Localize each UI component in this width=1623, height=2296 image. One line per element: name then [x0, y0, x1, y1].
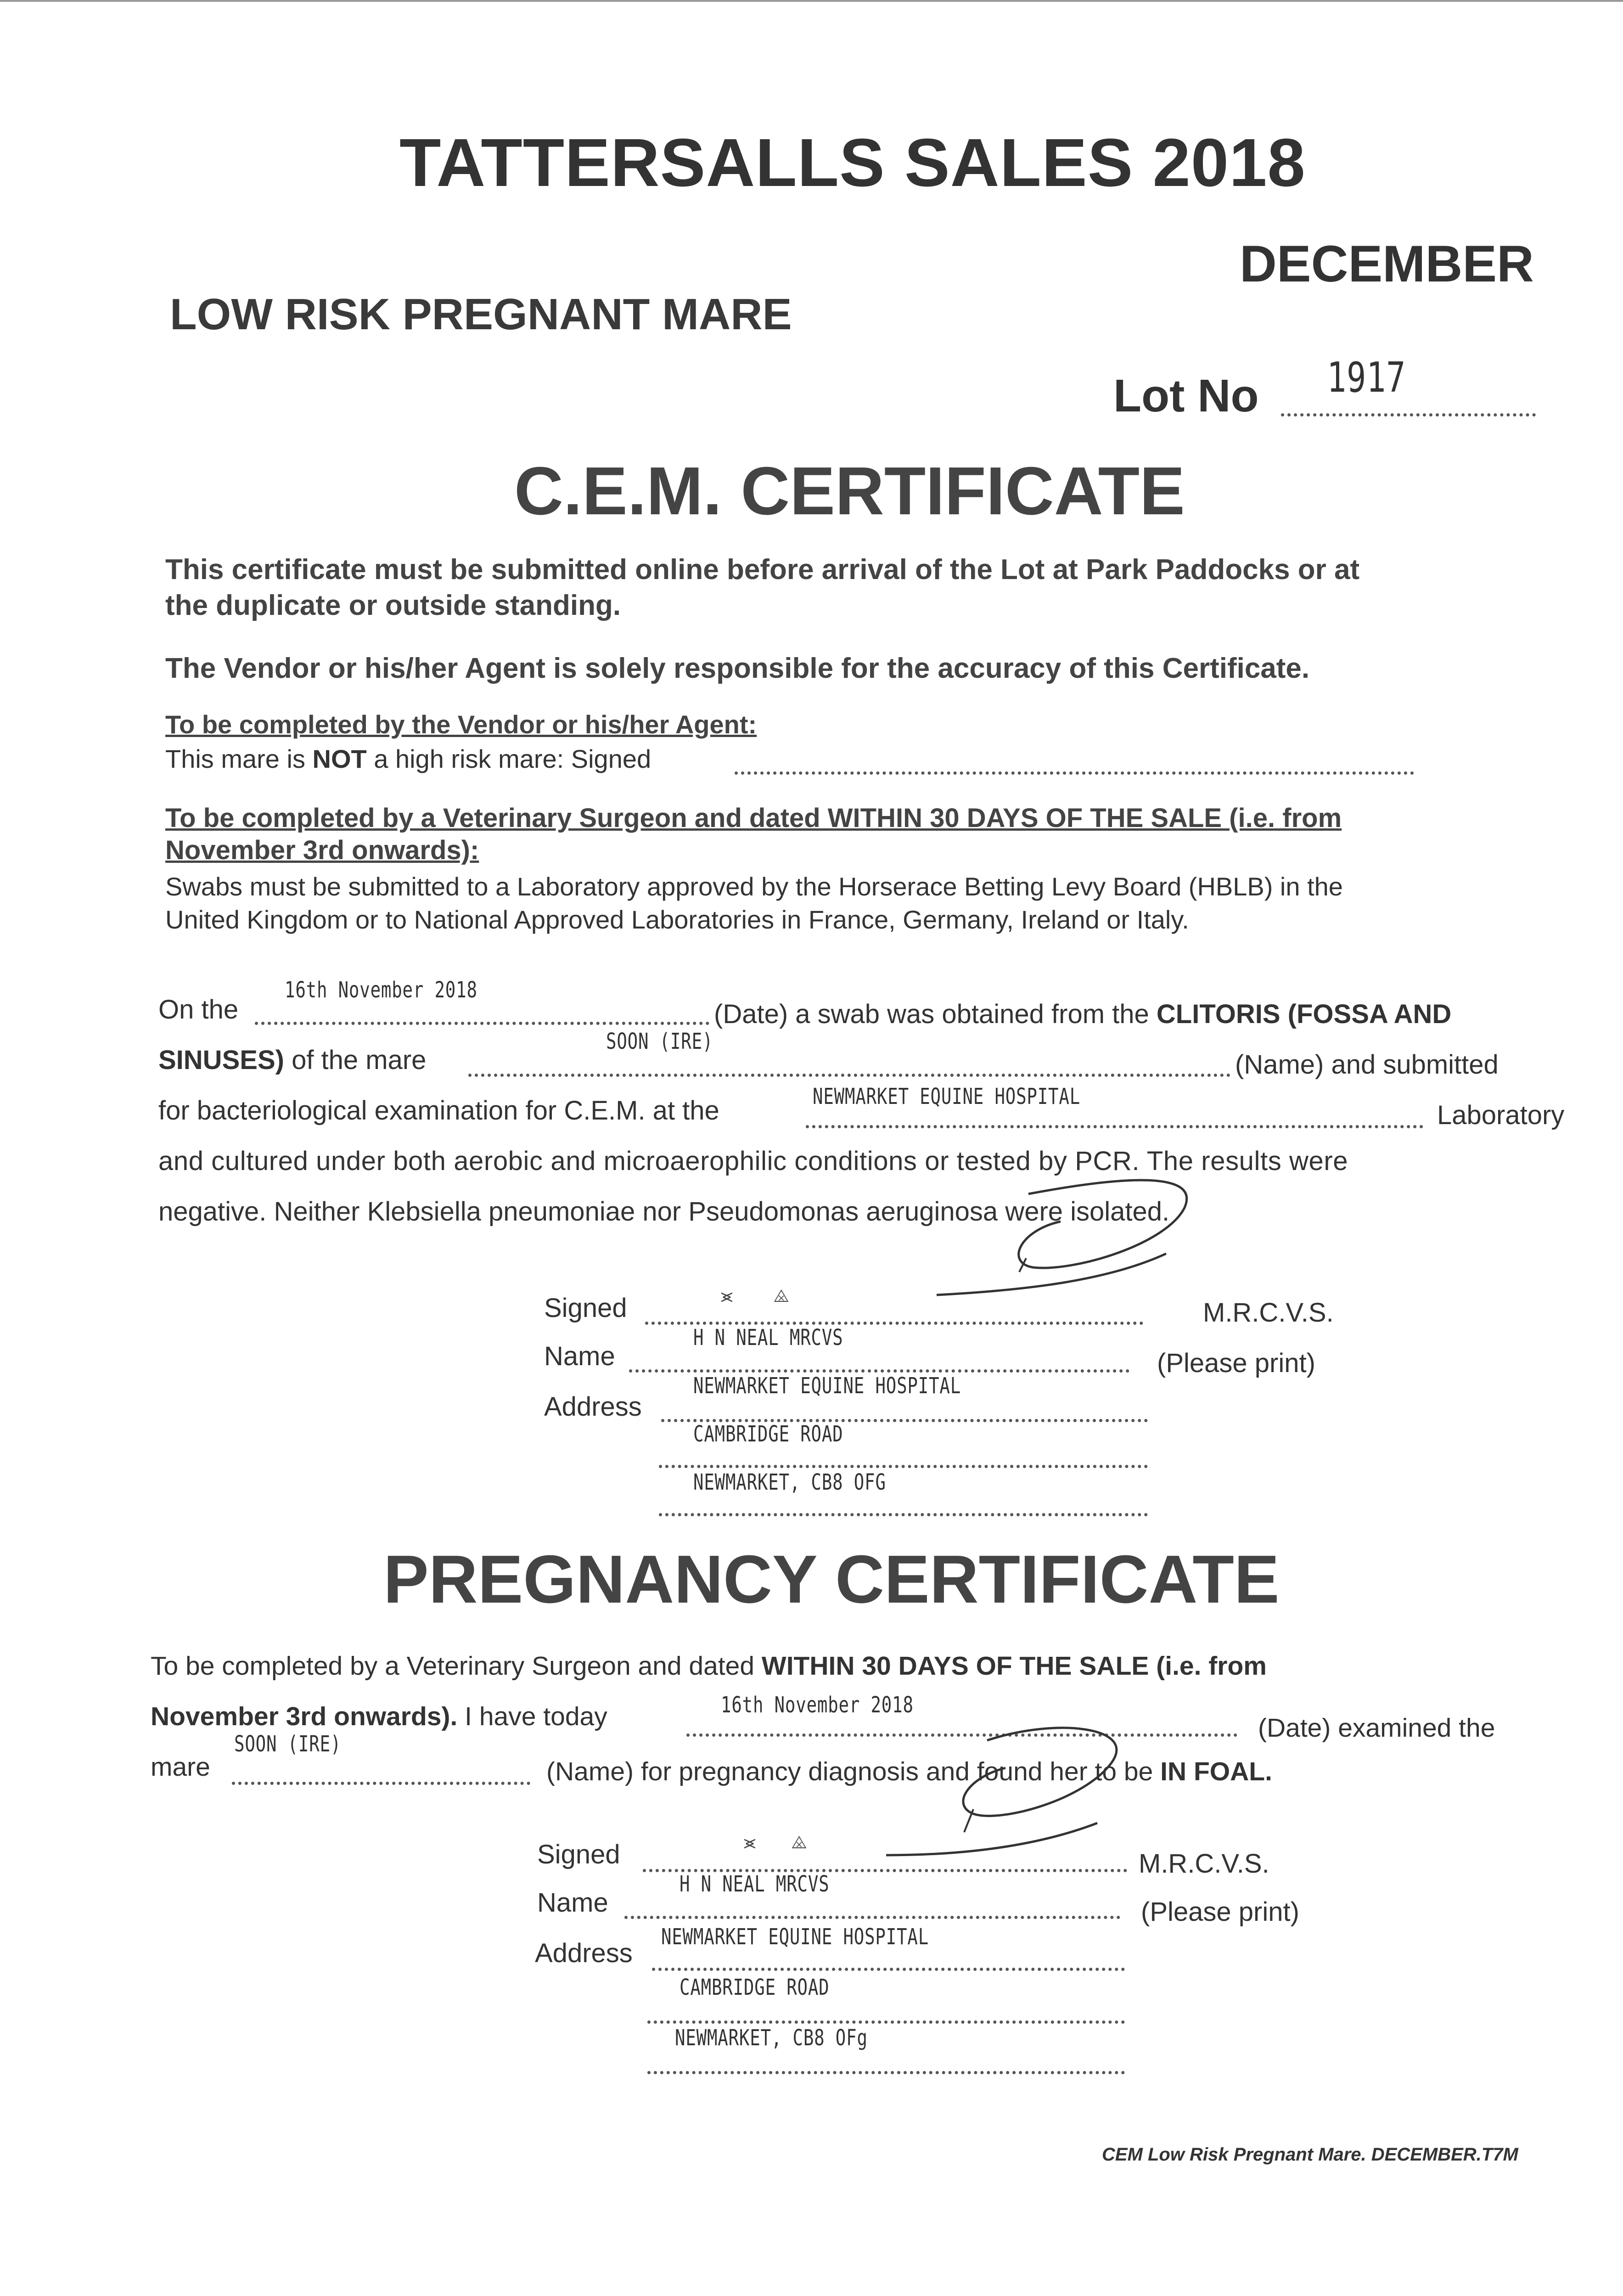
- name-submitted-text: (Name) and submitted: [1235, 1050, 1499, 1080]
- cem-lab-filled: NEWMARKET EQUINE HOSPITAL: [813, 1084, 1081, 1109]
- vet-section-heading-1: To be completed by a Veterinary Surgeon and dated WITHIN 30 DAYS OF THE SALE (i.e. from: [165, 803, 1342, 833]
- cem-please-print: (Please print): [1157, 1348, 1315, 1378]
- preg-line-2b: I have today: [457, 1702, 607, 1731]
- swab-date-after: [714, 999, 1451, 1030]
- certificate-category: LOW RISK PREGNANT MARE: [170, 290, 792, 339]
- laboratory-text: Laboratory: [1437, 1100, 1565, 1130]
- cem-heading: C.E.M. CERTIFICATE: [514, 453, 1185, 529]
- swab-date-filled: 16th November 2018: [285, 977, 477, 1003]
- vendor-statement: [165, 744, 651, 774]
- sinuses-line: [158, 1045, 426, 1075]
- preg-address-line-3: [647, 2071, 1125, 2074]
- swabs-line-2: United Kingdom or to National Approved Laboratories in France, Germany, Ireland or Italy.: [165, 905, 1189, 934]
- preg-mrcvs-label: M.R.C.V.S.: [1139, 1849, 1269, 1879]
- negative-text: negative. Neither Klebsiella pneumoniae nor Pseudomonas aeruginosa were isolated.: [158, 1197, 1170, 1227]
- preg-line-2: [151, 1701, 607, 1732]
- cem-notice-line-2: the duplicate or outside standing.: [165, 590, 621, 621]
- of-the-mare-text: of the mare: [284, 1045, 427, 1075]
- cem-mrcvs-label: M.R.C.V.S.: [1203, 1298, 1334, 1328]
- preg-name-filled: H N NEAL MRCVS: [680, 1871, 830, 1897]
- preg-address-1: NEWMARKET EQUINE HOSPITAL: [661, 1924, 929, 1950]
- swabs-line-1: Swabs must be submitted to a Laboratory approved by the Horserace Betting Levy Board (HBLB) in the: [165, 872, 1343, 901]
- swab-date-line: [255, 1022, 709, 1025]
- preg-please-print: (Please print): [1141, 1897, 1299, 1927]
- vet-section-heading-2: November 3rd onwards):: [165, 835, 479, 865]
- cem-address-3: NEWMARKET, CB8 OFG: [693, 1469, 886, 1495]
- preg-line-2c: (Date) examined the: [1258, 1713, 1495, 1743]
- cem-mare-name-line: [468, 1074, 1230, 1077]
- lot-dots: [1281, 413, 1536, 416]
- preg-line-1: [151, 1651, 1267, 1681]
- cem-lab-line: [806, 1125, 1423, 1128]
- preg-address-2: CAMBRIDGE ROAD: [680, 1975, 830, 2000]
- in-foal-text: IN FOAL.: [1160, 1757, 1272, 1786]
- clitoris-text: CLITORIS (FOSSA AND: [1156, 999, 1452, 1029]
- cem-address-line-2: [659, 1465, 1148, 1468]
- cem-address-1: NEWMARKET EQUINE HOSPITAL: [693, 1373, 961, 1399]
- form-code: CEM Low Risk Pregnant Mare. DECEMBER.T7M: [1102, 2144, 1518, 2165]
- preg-signature-initials: ⪤ ⨻: [744, 1832, 807, 1852]
- preg-signed-label: Signed: [537, 1840, 620, 1869]
- preg-address-line-2: [647, 2020, 1125, 2024]
- cem-name-line: [629, 1369, 1129, 1373]
- cem-address-2: CAMBRIDGE ROAD: [693, 1421, 843, 1447]
- bacteriological-text: for bacteriological examination for C.E.M. at the: [158, 1096, 719, 1125]
- vendor-statement-a: This mare is: [165, 744, 313, 773]
- preg-line-2a: November 3rd onwards).: [151, 1702, 458, 1731]
- cem-mare-name-filled: SOON (IRE): [606, 1029, 713, 1054]
- pregnancy-heading: PREGNANCY CERTIFICATE: [383, 1542, 1280, 1617]
- preg-address-label: Address: [535, 1938, 633, 1968]
- sale-month: DECEMBER: [1240, 235, 1534, 293]
- preg-address-line-1: [652, 1968, 1125, 1971]
- on-the-label: On the: [158, 995, 239, 1024]
- cem-signature-mark: [909, 1139, 1230, 1332]
- vendor-signature-line: [735, 771, 1414, 775]
- vendor-statement-b: a high risk mare: Signed: [366, 744, 651, 773]
- cem-signature-initials: ⪤ ⨻: [721, 1286, 789, 1306]
- preg-address-3: NEWMARKET, CB8 OFg: [675, 2025, 868, 2051]
- preg-name-label: Name: [537, 1888, 608, 1918]
- preg-mare-label: mare: [151, 1752, 210, 1782]
- preg-signature-mark: [882, 1699, 1157, 1874]
- page-title: TATTERSALLS SALES 2018: [399, 125, 1306, 201]
- page-edge-line: [0, 0, 1623, 2]
- sinuses-text: SINUSES): [158, 1045, 284, 1075]
- vendor-statement-not: NOT: [312, 744, 367, 773]
- preg-date-filled: 16th November 2018: [721, 1692, 914, 1718]
- cem-address-label: Address: [544, 1392, 642, 1422]
- vendor-section-heading: To be completed by the Vendor or his/her Agent:: [165, 710, 757, 739]
- preg-mare-line: [232, 1782, 530, 1785]
- lot-label: Lot No: [1113, 370, 1259, 422]
- cem-signed-label: Signed: [544, 1293, 627, 1323]
- cem-name-filled: H N NEAL MRCVS: [693, 1325, 843, 1351]
- preg-name-line: [624, 1916, 1120, 1919]
- preg-mare-filled: SOON (IRE): [234, 1731, 342, 1757]
- lot-number: 1917: [1327, 354, 1406, 402]
- vendor-responsibility: The Vendor or his/her Agent is solely responsible for the accuracy of this Certificate.: [165, 653, 1310, 684]
- cultured-text: and cultured under both aerobic and microaerophilic conditions or tested by PCR. The results were: [158, 1146, 1348, 1176]
- preg-line-3b: (Name) for pregnancy diagnosis and found her to be: [546, 1757, 1161, 1786]
- swab-date-after-text: (Date) a swab was obtained from the: [714, 999, 1157, 1029]
- cem-name-label: Name: [544, 1341, 615, 1371]
- cem-notice-line-1: This certificate must be submitted online before arrival of the Lot at Park Paddocks or at: [165, 554, 1360, 585]
- preg-line-1b: WITHIN 30 DAYS OF THE SALE (i.e. from: [761, 1651, 1267, 1681]
- cem-signed-line: [645, 1322, 1143, 1325]
- preg-line-1a: To be completed by a Veterinary Surgeon and dated: [151, 1651, 762, 1681]
- cem-address-line-3: [659, 1513, 1148, 1516]
